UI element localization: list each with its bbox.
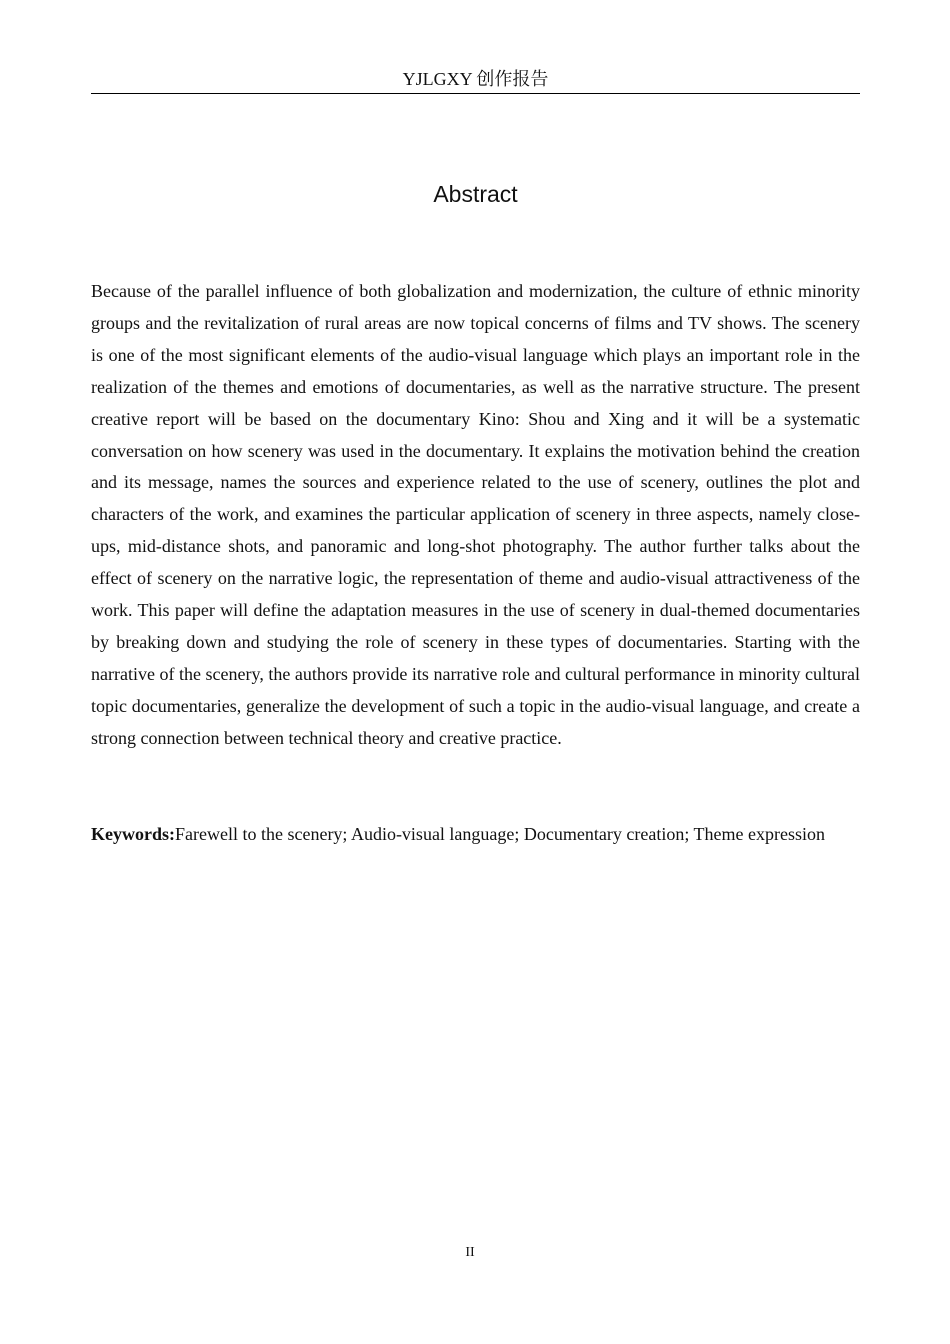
abstract-title: Abstract	[433, 181, 518, 207]
page-number: II	[465, 1245, 475, 1260]
keywords-text: Farewell to the scenery; Audio-visual language; Documentary creation; Theme expression	[175, 824, 825, 844]
keywords-label: Keywords:	[91, 824, 175, 844]
abstract-body: Because of the parallel influence of both globalization and modernization, the culture of ethnic minority groups and the revitalization of rural areas are now topical concerns of films and TV shows. The scenery is one of the most significant elements of the audio-visual language which plays an important role in the realization of the themes and emotions of documentaries, as well as the narrative structure. The present creative report will be based on the documentary Kino: Shou and Xing and it will be a systematic conversation on how scenery was used in the documentary. It explains the motivation behind the creation and its message, names the sources and experience related to the use of scenery, outlines the plot and characters of the work, and examines the particular application of scenery in three aspects, namely close-ups, mid-distance shots, and panoramic and long-shot photography. The author further talks about the effect of scenery on the narrative logic, the representation of theme and audio-visual attractiveness of the work. This paper will define the adaptation measures in the use of scenery in dual-themed documentaries by breaking down and studying the role of scenery in these types of documentaries. Starting with the narrative of the scenery, the authors provide its narrative role and cultural performance in minority cultural topic documentaries, generalize the development of such a topic in the audio-visual language, and create a strong connection between technical theory and creative practice.	[91, 281, 860, 748]
running-header: YJLGXY 创作报告	[91, 66, 860, 94]
keywords-line	[91, 819, 860, 851]
